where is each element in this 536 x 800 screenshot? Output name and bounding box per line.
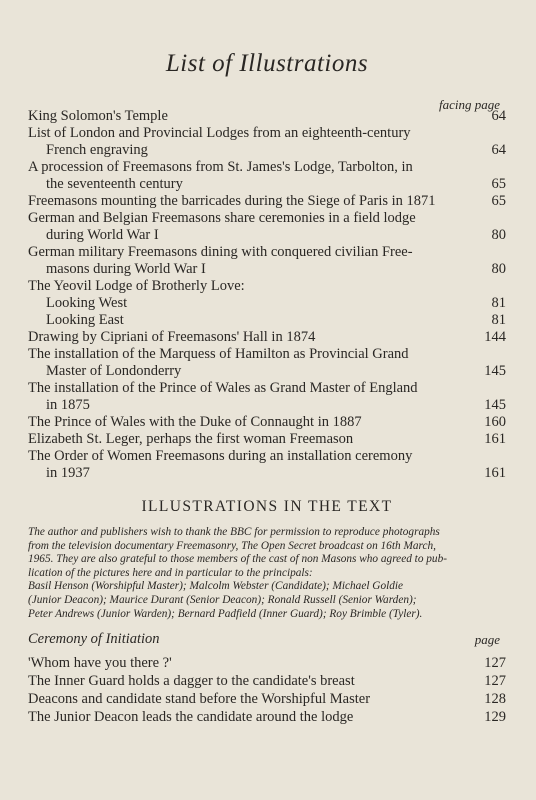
list-item-text: King Solomon's Temple [28,108,168,124]
list-item-page: 65 [491,176,506,192]
list-item [28,278,506,295]
page-column-label: page [474,632,500,648]
acknowledgement-line: 1965. They are also grateful to those members of the cast of non Masons who agreed to pub- [28,553,447,566]
list-item [28,672,506,690]
list-item-text: in 1875 [46,397,90,413]
list-item-page: 81 [491,295,506,311]
text-illustrations-list [28,654,506,726]
list-item [28,465,506,482]
list-item-text: Looking West [46,295,128,311]
list-item-page: 145 [484,397,506,413]
list-item-page: 80 [491,261,506,277]
list-item-text: masons during World War I [46,261,206,277]
list-item-text: Master of Londonderry [46,363,182,379]
list-item-page: 80 [491,227,506,243]
acknowledgement-line: from the television documentary Freemasonry, The Open Secret broadcast on 16th March, [28,539,436,552]
list-item-text: Drawing by Cipriani of Freemasons' Hall in 1874 [28,329,316,345]
list-item-text: in 1937 [46,465,90,481]
acknowledgement-line: Peter Andrews (Junior Warden); Bernard Padfield (Inner Guard); Roy Brimble (Tyler). [28,607,423,620]
facing-page-label: facing page [438,97,500,112]
illustrations-list [28,108,506,482]
list-item-page: 145 [484,363,506,379]
list-item-text: The Yeovil Lodge of Brotherly Love: [28,278,245,294]
list-item [28,363,506,380]
list-item-page: 127 [484,655,506,672]
ceremony-label: Ceremony of Initiation [28,631,160,648]
list-item [28,210,506,227]
list-item-page: 128 [484,691,506,708]
list-item [28,244,506,261]
list-item [28,346,506,363]
acknowledgement-line: The author and publishers wish to thank the BBC for permission to reproduce photographs [28,526,440,538]
list-item [28,108,506,125]
list-item-text: Freemasons mounting the barricades during the Siege of Paris in 1871 [28,193,436,209]
list-item-page: 129 [484,709,506,726]
list-item-text: Looking East [46,312,124,328]
acknowledgement-line: Basil Henson (Worshipful Master); Malcolm Webster (Candidate); Michael Goldie [28,580,404,593]
list-item [28,380,506,397]
list-item [28,176,506,193]
acknowledgement-line: lication of the pictures here and in particular to the principals: [28,566,313,579]
list-item-text: The Junior Deacon leads the candidate around the lodge [28,709,354,726]
list-item [28,193,506,210]
list-item-text: The Order of Women Freemasons during an installation ceremony [28,448,413,464]
list-item [28,227,506,244]
list-item [28,329,506,346]
list-item [28,261,506,278]
list-item [28,142,506,159]
list-item [28,690,506,708]
list-item [28,159,506,176]
section-title: ILLUSTRATIONS IN THE TEXT [141,498,393,515]
list-item [28,414,506,431]
list-item-text: Elizabeth St. Leger, perhaps the first woman Freemason [28,431,354,447]
list-item-page: 81 [491,312,506,328]
list-item-text: 'Whom have you there ?' [28,655,172,672]
list-item-text: German and Belgian Freemasons share ceremonies in a field lodge [28,210,416,226]
list-item [28,397,506,414]
list-item [28,448,506,465]
list-item-text: the seventeenth century [46,176,183,192]
list-item-page: 64 [491,142,506,158]
list-item [28,431,506,448]
list-item-text: French engraving [46,142,148,158]
list-item-text: The installation of the Marquess of Hamilton as Provincial Grand [28,346,409,362]
list-item-page: 64 [491,108,506,124]
acknowledgement-line: (Junior Deacon); Maurice Durant (Senior Deacon); Ronald Russell (Senior Warden); [28,593,417,606]
list-item-text: The installation of the Prince of Wales as Grand Master of England [28,380,418,396]
list-item-page: 161 [484,431,506,447]
list-item-text: A procession of Freemasons from St. James's Lodge, Tarbolton, in [28,159,413,175]
list-item-page: 161 [484,465,506,481]
list-item-text: The Prince of Wales with the Duke of Connaught in 1887 [28,414,362,430]
ceremony-header [28,631,506,648]
list-item-page: 144 [484,329,506,345]
list-item [28,654,506,672]
list-item-page: 160 [484,414,506,430]
acknowledgement-text [28,526,506,621]
list-item [28,312,506,329]
list-item-page: 65 [491,193,506,209]
list-item [28,125,506,142]
list-item [28,295,506,312]
page-title: List of Illustrations [165,50,369,77]
list-item-text: German military Freemasons dining with conquered civilian Free- [28,244,413,260]
list-item [28,708,506,726]
list-item-text: Deacons and candidate stand before the Worshipful Master [28,691,371,708]
list-item-text: The Inner Guard holds a dagger to the candidate's breast [28,673,355,690]
list-item-text: during World War I [46,227,159,243]
list-item-page: 127 [484,673,506,690]
list-item-text: List of London and Provincial Lodges from an eighteenth-century [28,125,411,141]
